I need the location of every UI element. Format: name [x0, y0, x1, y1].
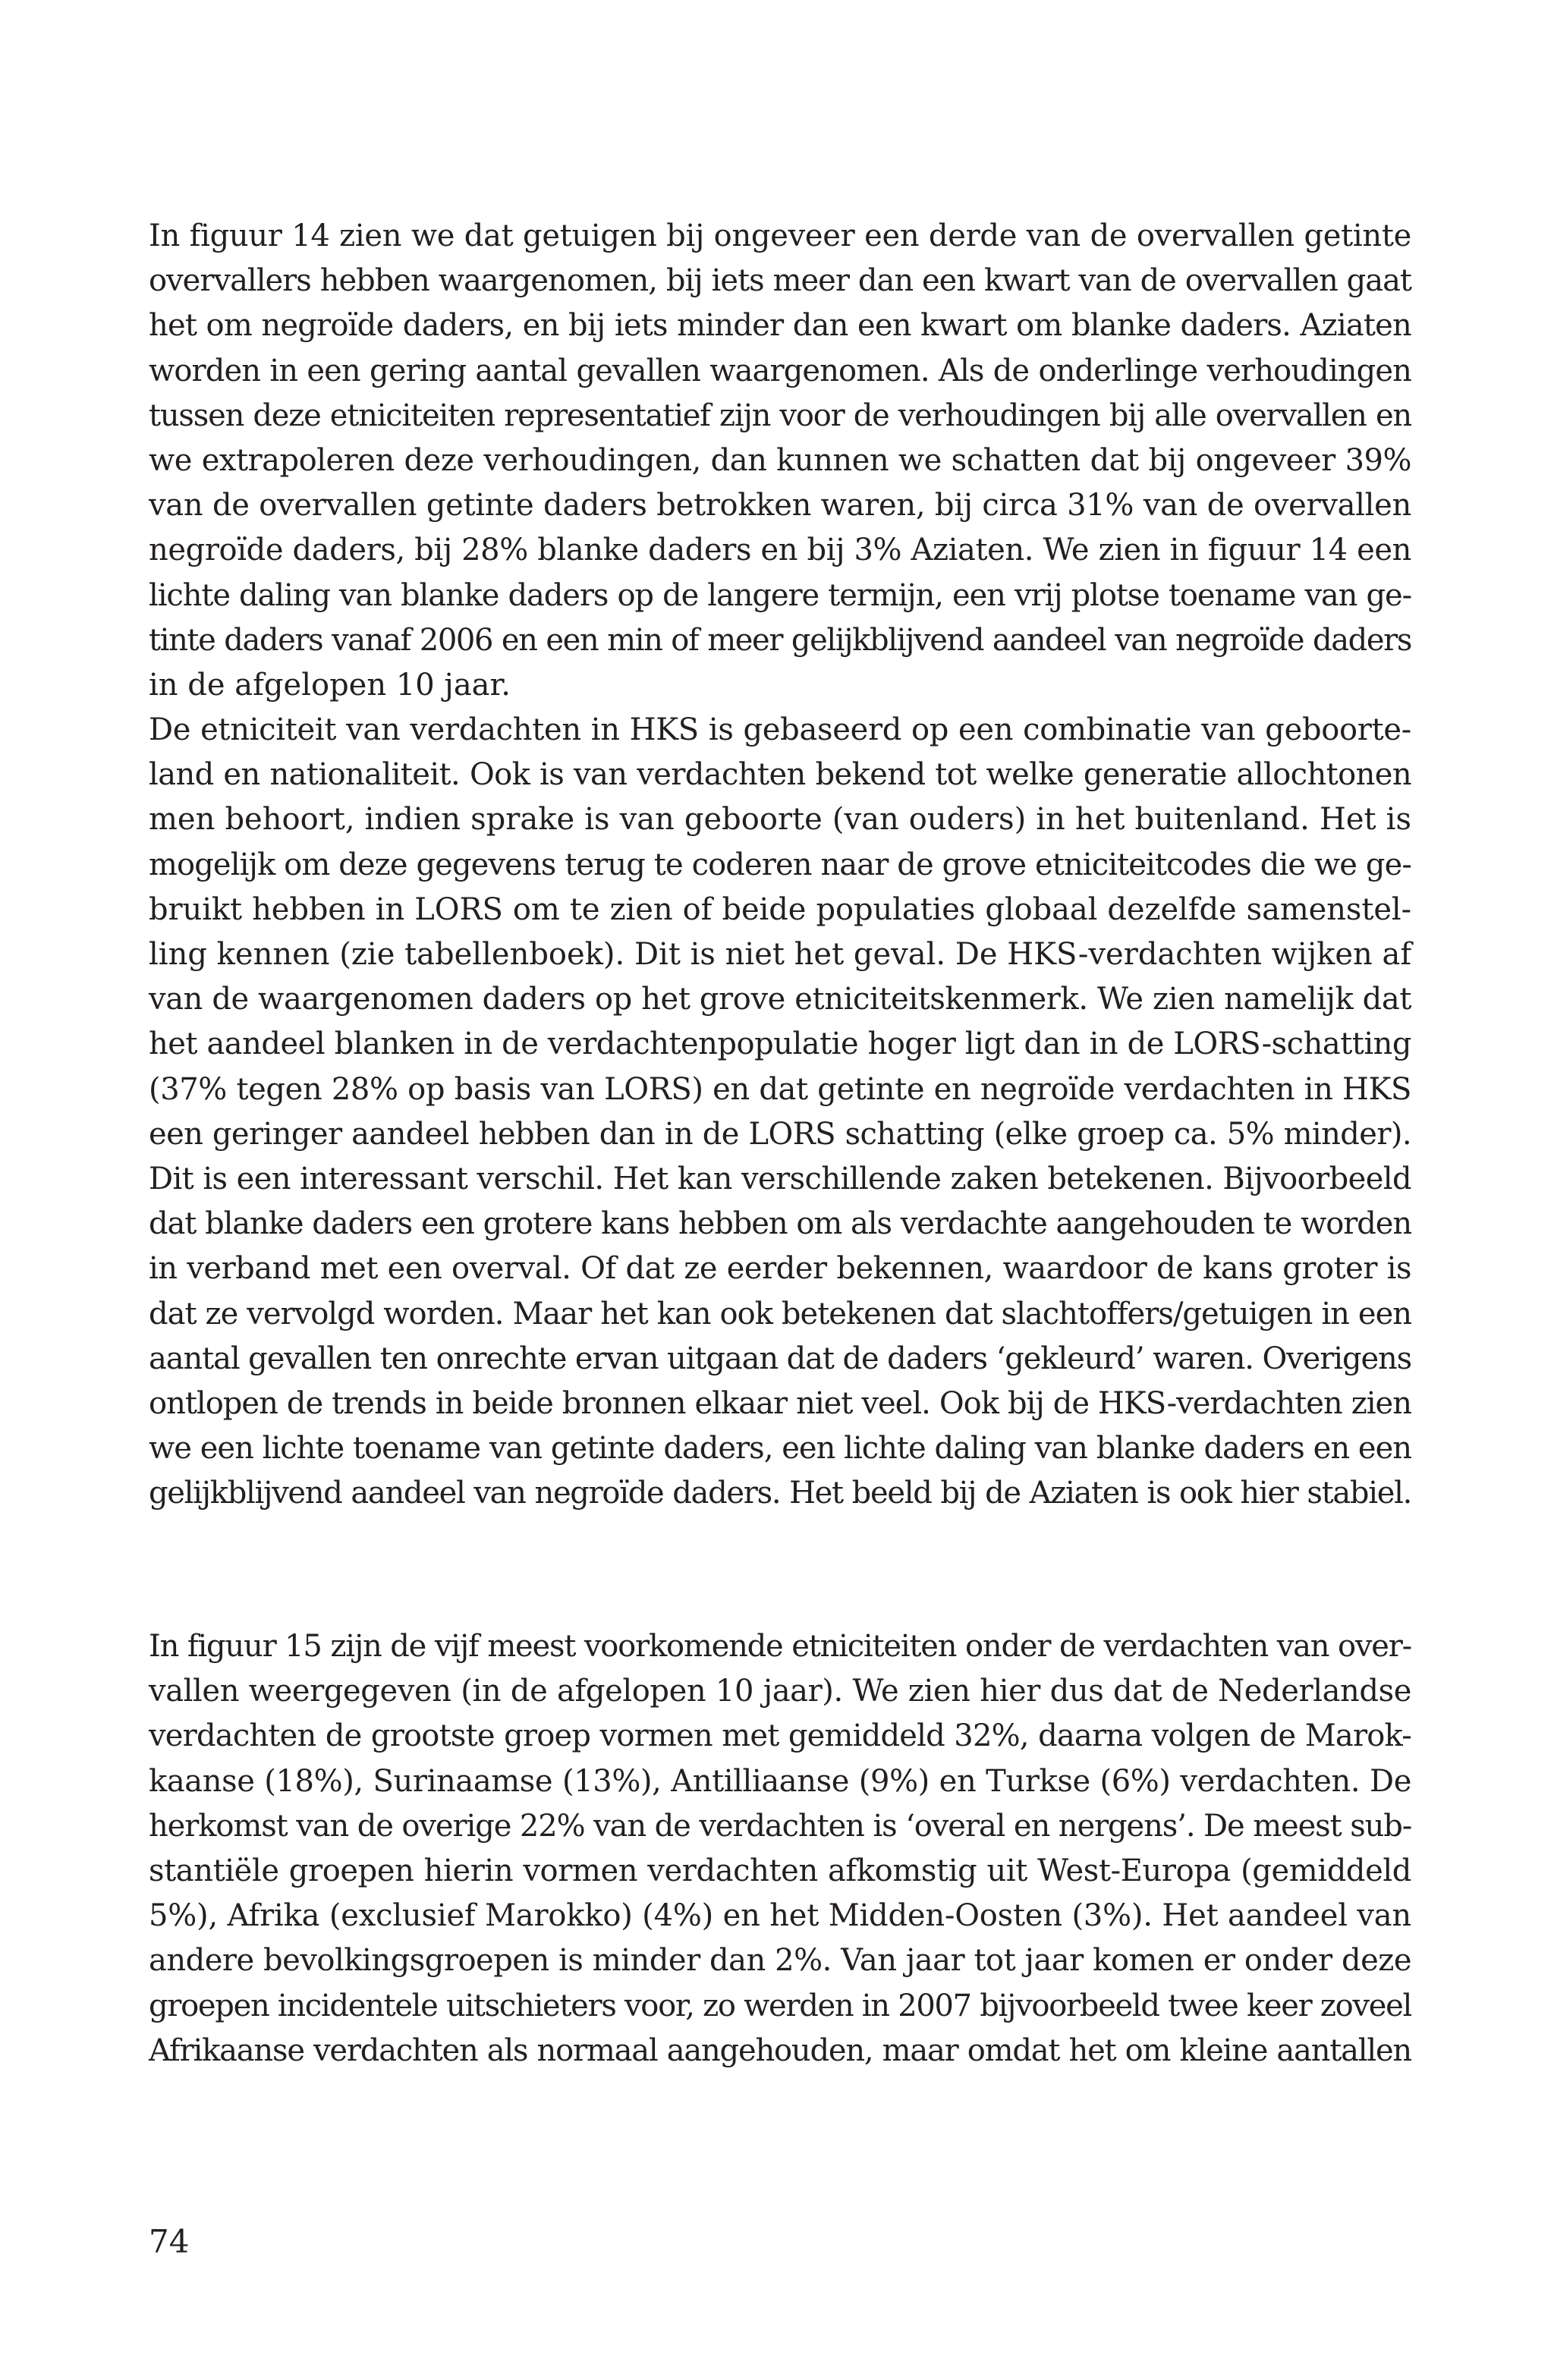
text-line: herkomst van de overige 22% van de verdachten is ‘overal en nergens’. De meest sub- — [149, 1808, 1412, 1844]
text-line: in verband met een overval. Of dat ze eerder bekennen, waardoor de kans groter is — [149, 1251, 1411, 1287]
text-line: van de overvallen getinte daders betrokken waren, bij circa 31% van de overvallen — [149, 488, 1411, 523]
text-line: Dit is een interessant verschil. Het kan verschillende zaken betekenen. Bijvoorbeeld — [149, 1161, 1411, 1196]
text-line: mogelijk om deze gegevens terug te coderen naar de grove etniciteitcodes die we ge- — [149, 847, 1411, 882]
paragraph-block-1 — [149, 214, 1411, 1516]
text-line: kaanse (18%), Surinaamse (13%), Antilliaanse (9%) en Turkse (6%) verdachten. De — [149, 1763, 1411, 1799]
text-line: groepen incidentele uitschieters voor, zo werden in 2007 bijvoorbeeld twee keer zoveel — [149, 1988, 1411, 2023]
text-line: Afrikaanse verdachten als normaal aangehouden, maar omdat het om kleine aantallen — [149, 2033, 1411, 2068]
text-line: tinte daders vanaf 2006 en een min of meer gelijkblijvend aandeel van negroïde daders — [149, 622, 1411, 658]
text-line: tussen deze etniciteiten representatief zijn voor de verhoudingen bij alle overvallen en — [149, 398, 1411, 433]
text-line: we extrapoleren deze verhoudingen, dan kunnen we schatten dat bij ongeveer 39% — [149, 442, 1411, 478]
text-line: ling kennen (zie tabellenboek). Dit is niet het geval. De HKS-verdachten wijken af — [149, 937, 1412, 972]
text-line: het aandeel blanken in de verdachtenpopulatie hoger ligt dan in de LORS-schatting — [149, 1027, 1411, 1062]
text-line: dat ze vervolgd worden. Maar het kan ook betekenen dat slachtoffers/getuigen in een — [149, 1296, 1411, 1331]
text-line: in de afgelopen 10 jaar. — [149, 667, 511, 703]
text-line: dat blanke daders een grotere kans hebben om als verdachte aangehouden te worden — [149, 1206, 1411, 1242]
text-line: overvallers hebben waargenomen, bij iets meer dan een kwart van de overvallen gaat — [149, 263, 1411, 299]
text-line: bruikt hebben in LORS om te zien of beide populaties globaal dezelfde samenstel- — [149, 891, 1411, 927]
text-line: vallen weergegeven (in de afgelopen 10 jaar). We zien hier dus dat de Nederlandse — [149, 1674, 1411, 1709]
page-number: 74 — [149, 2223, 190, 2260]
text-line: land en nationaliteit. Ook is van verdachten bekend tot welke generatie allochtonen — [149, 757, 1411, 793]
text-line: 5%), Afrika (exclusief Marokko) (4%) en het Midden-Oosten (3%). Het aandeel van — [149, 1898, 1411, 1934]
text-line: worden in een gering aantal gevallen waargenomen. Als de onderlinge verhoudingen — [149, 353, 1411, 388]
text-line: In figuur 14 zien we dat getuigen bij ongeveer een derde van de overvallen getinte — [149, 219, 1411, 253]
text-line: De etniciteit van verdachten in HKS is gebaseerd op een combinatie van geboorte- — [149, 712, 1411, 748]
paragraph-block-2 — [149, 1624, 1411, 2073]
text-line: In figuur 15 zijn de vijf meest voorkomende etniciteiten onder de verdachten van over- — [149, 1629, 1411, 1664]
text-line: ontlopen de trends in beide bronnen elkaar niet veel. Ook bij de HKS-verdachten zien — [149, 1385, 1411, 1421]
text-line: een geringer aandeel hebben dan in de LORS schatting (elke groep ca. 5% minder). — [149, 1116, 1411, 1152]
text-line: negroïde daders, bij 28% blanke daders en bij 3% Aziaten. We zien in figuur 14 een — [149, 533, 1411, 568]
text-line: we een lichte toename van getinte daders, een lichte daling van blanke daders en een — [149, 1431, 1411, 1467]
text-line: (37% tegen 28% op basis van LORS) en dat getinte en negroïde verdachten in HKS — [149, 1071, 1411, 1107]
text-line: verdachten de grootste groep vormen met gemiddeld 32%, daarna volgen de Marok- — [149, 1718, 1411, 1754]
text-line: lichte daling van blanke daders op de langere termijn, een vrij plotse toename van ge- — [149, 577, 1411, 613]
text-line: men behoort, indien sprake is van geboorte (van ouders) in het buitenland. Het is — [149, 802, 1411, 838]
text-line: andere bevolkingsgroepen is minder dan 2%. Van jaar tot jaar komen er onder deze — [149, 1943, 1411, 1979]
text-line: het om negroïde daders, en bij iets minder dan een kwart om blanke daders. Aziaten — [149, 308, 1411, 344]
text-line: van de waargenomen daders op het grove etniciteitskenmerk. We zien namelijk dat — [149, 982, 1411, 1017]
text-line: aantal gevallen ten onrechte ervan uitgaan dat de daders ‘gekleurd’ waren. Overigens — [149, 1341, 1412, 1376]
text-line: stantiële groepen hierin vormen verdachten afkomstig uit West-Europa (gemiddeld — [149, 1853, 1411, 1888]
text-line: gelijkblijvend aandeel van negroïde daders. Het beeld bij de Aziaten is ook hier stabiel. — [149, 1476, 1411, 1511]
